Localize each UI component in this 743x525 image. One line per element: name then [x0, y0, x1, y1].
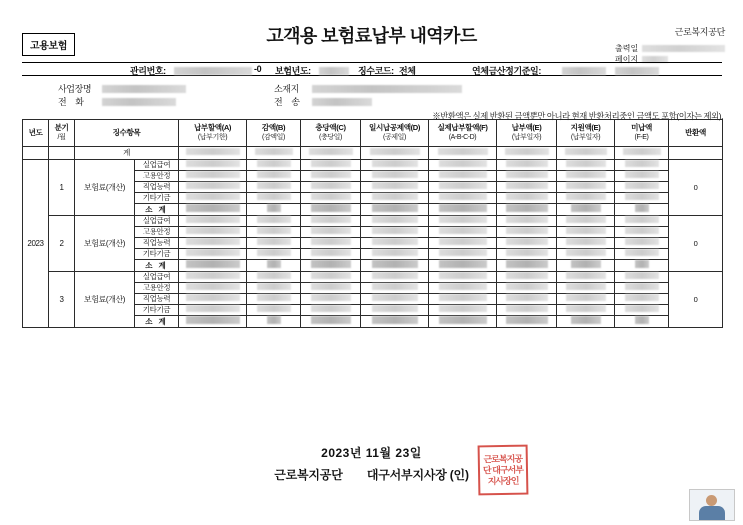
cell-subtotal-label: 소 계 — [135, 316, 179, 328]
official-seal-stamp: 근로복지공단 대구서부지사장인 — [478, 445, 529, 496]
cell-item: 기타기금 — [135, 193, 179, 204]
cell-support — [557, 272, 615, 283]
cell-unpaid — [615, 160, 669, 171]
cell-support — [557, 182, 615, 193]
info-row-contact — [22, 95, 722, 106]
cell-unpaid — [615, 171, 669, 182]
cell-unpaid — [615, 249, 669, 260]
col-lumpsum-deduction-d: 일시납공제액(D) (공제일) — [361, 120, 429, 147]
cell-refund: 0 — [669, 216, 723, 272]
table-row — [23, 147, 723, 160]
phone-label: 전 화 — [58, 97, 87, 107]
cell-reduction — [247, 171, 301, 182]
collect-code-value: 전체 — [399, 66, 416, 76]
cell-lumpsum — [361, 171, 429, 182]
cell-support — [557, 171, 615, 182]
cell-appropriation — [301, 204, 361, 216]
cell-quarter: 1 — [49, 160, 75, 216]
cell-support — [557, 238, 615, 249]
cell-payable — [179, 193, 247, 204]
cell-support — [557, 316, 615, 328]
cell-lumpsum — [361, 272, 429, 283]
cell-lumpsum — [361, 316, 429, 328]
col-quarter: 분기 /월 — [49, 120, 75, 147]
cell-unpaid — [615, 204, 669, 216]
cell-support — [557, 147, 615, 160]
cell-unpaid — [615, 272, 669, 283]
col-support-e: 지원액(E) (납부일자) — [557, 120, 615, 147]
col-collect-item: 징수항목 — [75, 120, 179, 147]
location-value-redacted — [312, 85, 462, 93]
issue-date: 2023년 11월 23일 — [321, 446, 422, 460]
collect-code-label: 징수코드: — [358, 66, 394, 76]
cell-lumpsum — [361, 160, 429, 171]
cell-kind: 보험료(개산) — [75, 272, 135, 328]
info-row-business — [22, 82, 722, 93]
cell-lumpsum — [361, 147, 429, 160]
cell-item: 실업급여 — [135, 216, 179, 227]
cell-payable — [179, 249, 247, 260]
cell-quarter — [49, 147, 75, 160]
cell-paid — [497, 160, 557, 171]
cell-unpaid — [615, 182, 669, 193]
cell-actual-payable — [429, 204, 497, 216]
late-base-date-label: 연체금산정기준일: — [472, 66, 541, 76]
cell-reduction — [247, 182, 301, 193]
table-body — [23, 147, 723, 328]
cell-lumpsum — [361, 249, 429, 260]
cell-support — [557, 227, 615, 238]
mgmt-no-label: 관리번호: — [130, 66, 166, 76]
cell-lumpsum — [361, 193, 429, 204]
issuer-office: 대구서부지사장 — [366, 468, 447, 482]
cell-appropriation — [301, 260, 361, 272]
cell-unpaid — [615, 305, 669, 316]
cell-payable — [179, 227, 247, 238]
cell-paid — [497, 283, 557, 294]
cell-payable — [179, 160, 247, 171]
cell-reduction — [247, 260, 301, 272]
cell-lumpsum — [361, 227, 429, 238]
cell-payable — [179, 204, 247, 216]
cell-item: 직업능력 — [135, 294, 179, 305]
cell-actual-payable — [429, 238, 497, 249]
cell-paid — [497, 227, 557, 238]
cell-paid — [497, 272, 557, 283]
cell-paid — [497, 316, 557, 328]
cell-sum-label: 계 — [75, 147, 179, 160]
mgmt-no-suffix: -0 — [254, 64, 262, 74]
avatar-head-icon — [706, 495, 717, 506]
cell-lumpsum — [361, 260, 429, 272]
cell-reduction — [247, 147, 301, 160]
cell-reduction — [247, 216, 301, 227]
cell-appropriation — [301, 160, 361, 171]
cell-payable — [179, 147, 247, 160]
cell-reduction — [247, 249, 301, 260]
cell-item: 기타기금 — [135, 305, 179, 316]
cell-reduction — [247, 204, 301, 216]
cell-paid — [497, 182, 557, 193]
cell-appropriation — [301, 238, 361, 249]
page-title: 고객용 보험료납부 내역카드 — [266, 26, 477, 46]
print-date-label: 출력일 — [615, 44, 639, 53]
cell-actual-payable — [429, 147, 497, 160]
cell-subtotal-label: 소 계 — [135, 260, 179, 272]
refund-note: ※반환액은 실제 반환된 금액뿐만 아니라 현재 반환처리중인 금액도 포함(이자는 제외). — [432, 111, 723, 121]
col-refund: 반환액 — [669, 120, 723, 147]
insurance-year-value-redacted — [319, 67, 349, 75]
cell-actual-payable — [429, 193, 497, 204]
cell-actual-payable — [429, 171, 497, 182]
cell-item: 실업급여 — [135, 160, 179, 171]
cell-item: 실업급여 — [135, 272, 179, 283]
cell-refund — [669, 147, 723, 160]
cell-payable — [179, 294, 247, 305]
cell-appropriation — [301, 147, 361, 160]
cell-support — [557, 283, 615, 294]
business-name-value-redacted — [102, 85, 186, 93]
cell-unpaid — [615, 260, 669, 272]
cell-paid — [497, 171, 557, 182]
mgmt-no-value-redacted — [174, 67, 252, 75]
cell-actual-payable — [429, 272, 497, 283]
cell-paid — [497, 249, 557, 260]
cell-paid — [497, 238, 557, 249]
cell-unpaid — [615, 193, 669, 204]
cell-quarter: 3 — [49, 272, 75, 328]
cell-reduction — [247, 193, 301, 204]
cell-appropriation — [301, 283, 361, 294]
cell-year: 2023 — [23, 160, 49, 328]
insurance-year-label: 보험년도: — [275, 66, 311, 76]
page-label: 페이지 — [615, 55, 639, 64]
cell-appropriation — [301, 272, 361, 283]
cell-actual-payable — [429, 316, 497, 328]
cell-payable — [179, 182, 247, 193]
cell-reduction — [247, 227, 301, 238]
cell-support — [557, 160, 615, 171]
issuing-organization: 근로복지공단 — [674, 27, 725, 37]
cell-payable — [179, 260, 247, 272]
cell-unpaid — [615, 294, 669, 305]
cell-actual-payable — [429, 294, 497, 305]
cell-paid — [497, 147, 557, 160]
cell-item: 기타기금 — [135, 249, 179, 260]
issuer-organization: 근로복지공단 — [274, 468, 343, 482]
cell-payable — [179, 171, 247, 182]
cell-actual-payable — [429, 182, 497, 193]
col-actual-payable-f: 실제납부할액(F) (A-B-C-D) — [429, 120, 497, 147]
cell-reduction — [247, 294, 301, 305]
cell-lumpsum — [361, 238, 429, 249]
cell-unpaid — [615, 316, 669, 328]
cell-unpaid — [615, 147, 669, 160]
cell-unpaid — [615, 238, 669, 249]
cell-support — [557, 193, 615, 204]
cell-actual-payable — [429, 227, 497, 238]
cell-item: 고용안정 — [135, 283, 179, 294]
col-appropriation-c: 충당액(C) (충당일) — [301, 120, 361, 147]
cell-lumpsum — [361, 305, 429, 316]
print-date-value-redacted — [642, 45, 725, 52]
issuer-line — [0, 466, 743, 483]
cell-reduction — [247, 238, 301, 249]
cell-quarter: 2 — [49, 216, 75, 272]
cell-item: 직업능력 — [135, 182, 179, 193]
late-base-date-extra-redacted — [615, 67, 659, 75]
col-paid-e: 납부액(E) (납부일자) — [497, 120, 557, 147]
info-row-primary — [22, 64, 722, 75]
table-row — [23, 216, 723, 227]
cell-unpaid — [615, 216, 669, 227]
cell-lumpsum — [361, 216, 429, 227]
cell-payable — [179, 272, 247, 283]
phone-value-redacted — [102, 98, 176, 106]
cell-paid — [497, 216, 557, 227]
cell-lumpsum — [361, 182, 429, 193]
cell-paid — [497, 305, 557, 316]
cell-actual-payable — [429, 160, 497, 171]
cell-support — [557, 204, 615, 216]
col-reduction-b: 감액(B) (감액일) — [247, 120, 301, 147]
cell-support — [557, 260, 615, 272]
late-base-date-value-redacted — [562, 67, 606, 75]
cell-actual-payable — [429, 260, 497, 272]
cell-item: 고용안정 — [135, 227, 179, 238]
cell-kind: 보험료(개산) — [75, 160, 135, 216]
cell-reduction — [247, 316, 301, 328]
cell-reduction — [247, 283, 301, 294]
cell-appropriation — [301, 316, 361, 328]
cell-lumpsum — [361, 283, 429, 294]
cell-unpaid — [615, 283, 669, 294]
cell-subtotal-label: 소 계 — [135, 204, 179, 216]
cell-actual-payable — [429, 216, 497, 227]
cell-item: 직업능력 — [135, 238, 179, 249]
table-row — [23, 272, 723, 283]
cell-paid — [497, 294, 557, 305]
send-label: 전 송 — [274, 97, 303, 107]
cell-payable — [179, 283, 247, 294]
insurance-type-badge: 고용보험 — [22, 33, 75, 56]
payment-history-table — [22, 119, 723, 328]
cell-reduction — [247, 272, 301, 283]
col-payable-a: 납부할액(A) (납부기한) — [179, 120, 247, 147]
cell-paid — [497, 260, 557, 272]
cell-paid — [497, 204, 557, 216]
cell-support — [557, 216, 615, 227]
cell-appropriation — [301, 249, 361, 260]
cell-actual-payable — [429, 249, 497, 260]
cell-actual-payable — [429, 283, 497, 294]
cell-appropriation — [301, 227, 361, 238]
cell-payable — [179, 238, 247, 249]
cell-item: 고용안정 — [135, 171, 179, 182]
col-year: 년도 — [23, 120, 49, 147]
send-value-redacted — [312, 98, 372, 106]
cell-paid — [497, 193, 557, 204]
location-label: 소재지 — [274, 84, 299, 94]
cell-refund: 0 — [669, 272, 723, 328]
cell-payable — [179, 305, 247, 316]
cell-appropriation — [301, 193, 361, 204]
table-header-row — [23, 120, 723, 147]
cell-refund: 0 — [669, 160, 723, 216]
cell-lumpsum — [361, 204, 429, 216]
cell-support — [557, 305, 615, 316]
avatar-body-icon — [699, 506, 725, 520]
seal-mark: (인) — [449, 468, 469, 482]
cell-support — [557, 249, 615, 260]
cell-year — [23, 147, 49, 160]
col-unpaid: 미납액 (F-E) — [615, 120, 669, 147]
cell-appropriation — [301, 294, 361, 305]
cell-reduction — [247, 160, 301, 171]
cell-lumpsum — [361, 294, 429, 305]
profile-thumbnail — [689, 489, 735, 521]
business-name-label: 사업장명 — [58, 84, 92, 94]
cell-unpaid — [615, 227, 669, 238]
cell-payable — [179, 216, 247, 227]
cell-support — [557, 294, 615, 305]
cell-appropriation — [301, 171, 361, 182]
cell-reduction — [247, 305, 301, 316]
cell-appropriation — [301, 182, 361, 193]
cell-actual-payable — [429, 305, 497, 316]
cell-appropriation — [301, 216, 361, 227]
cell-payable — [179, 316, 247, 328]
cell-appropriation — [301, 305, 361, 316]
cell-kind: 보험료(개산) — [75, 216, 135, 272]
table-row — [23, 160, 723, 171]
